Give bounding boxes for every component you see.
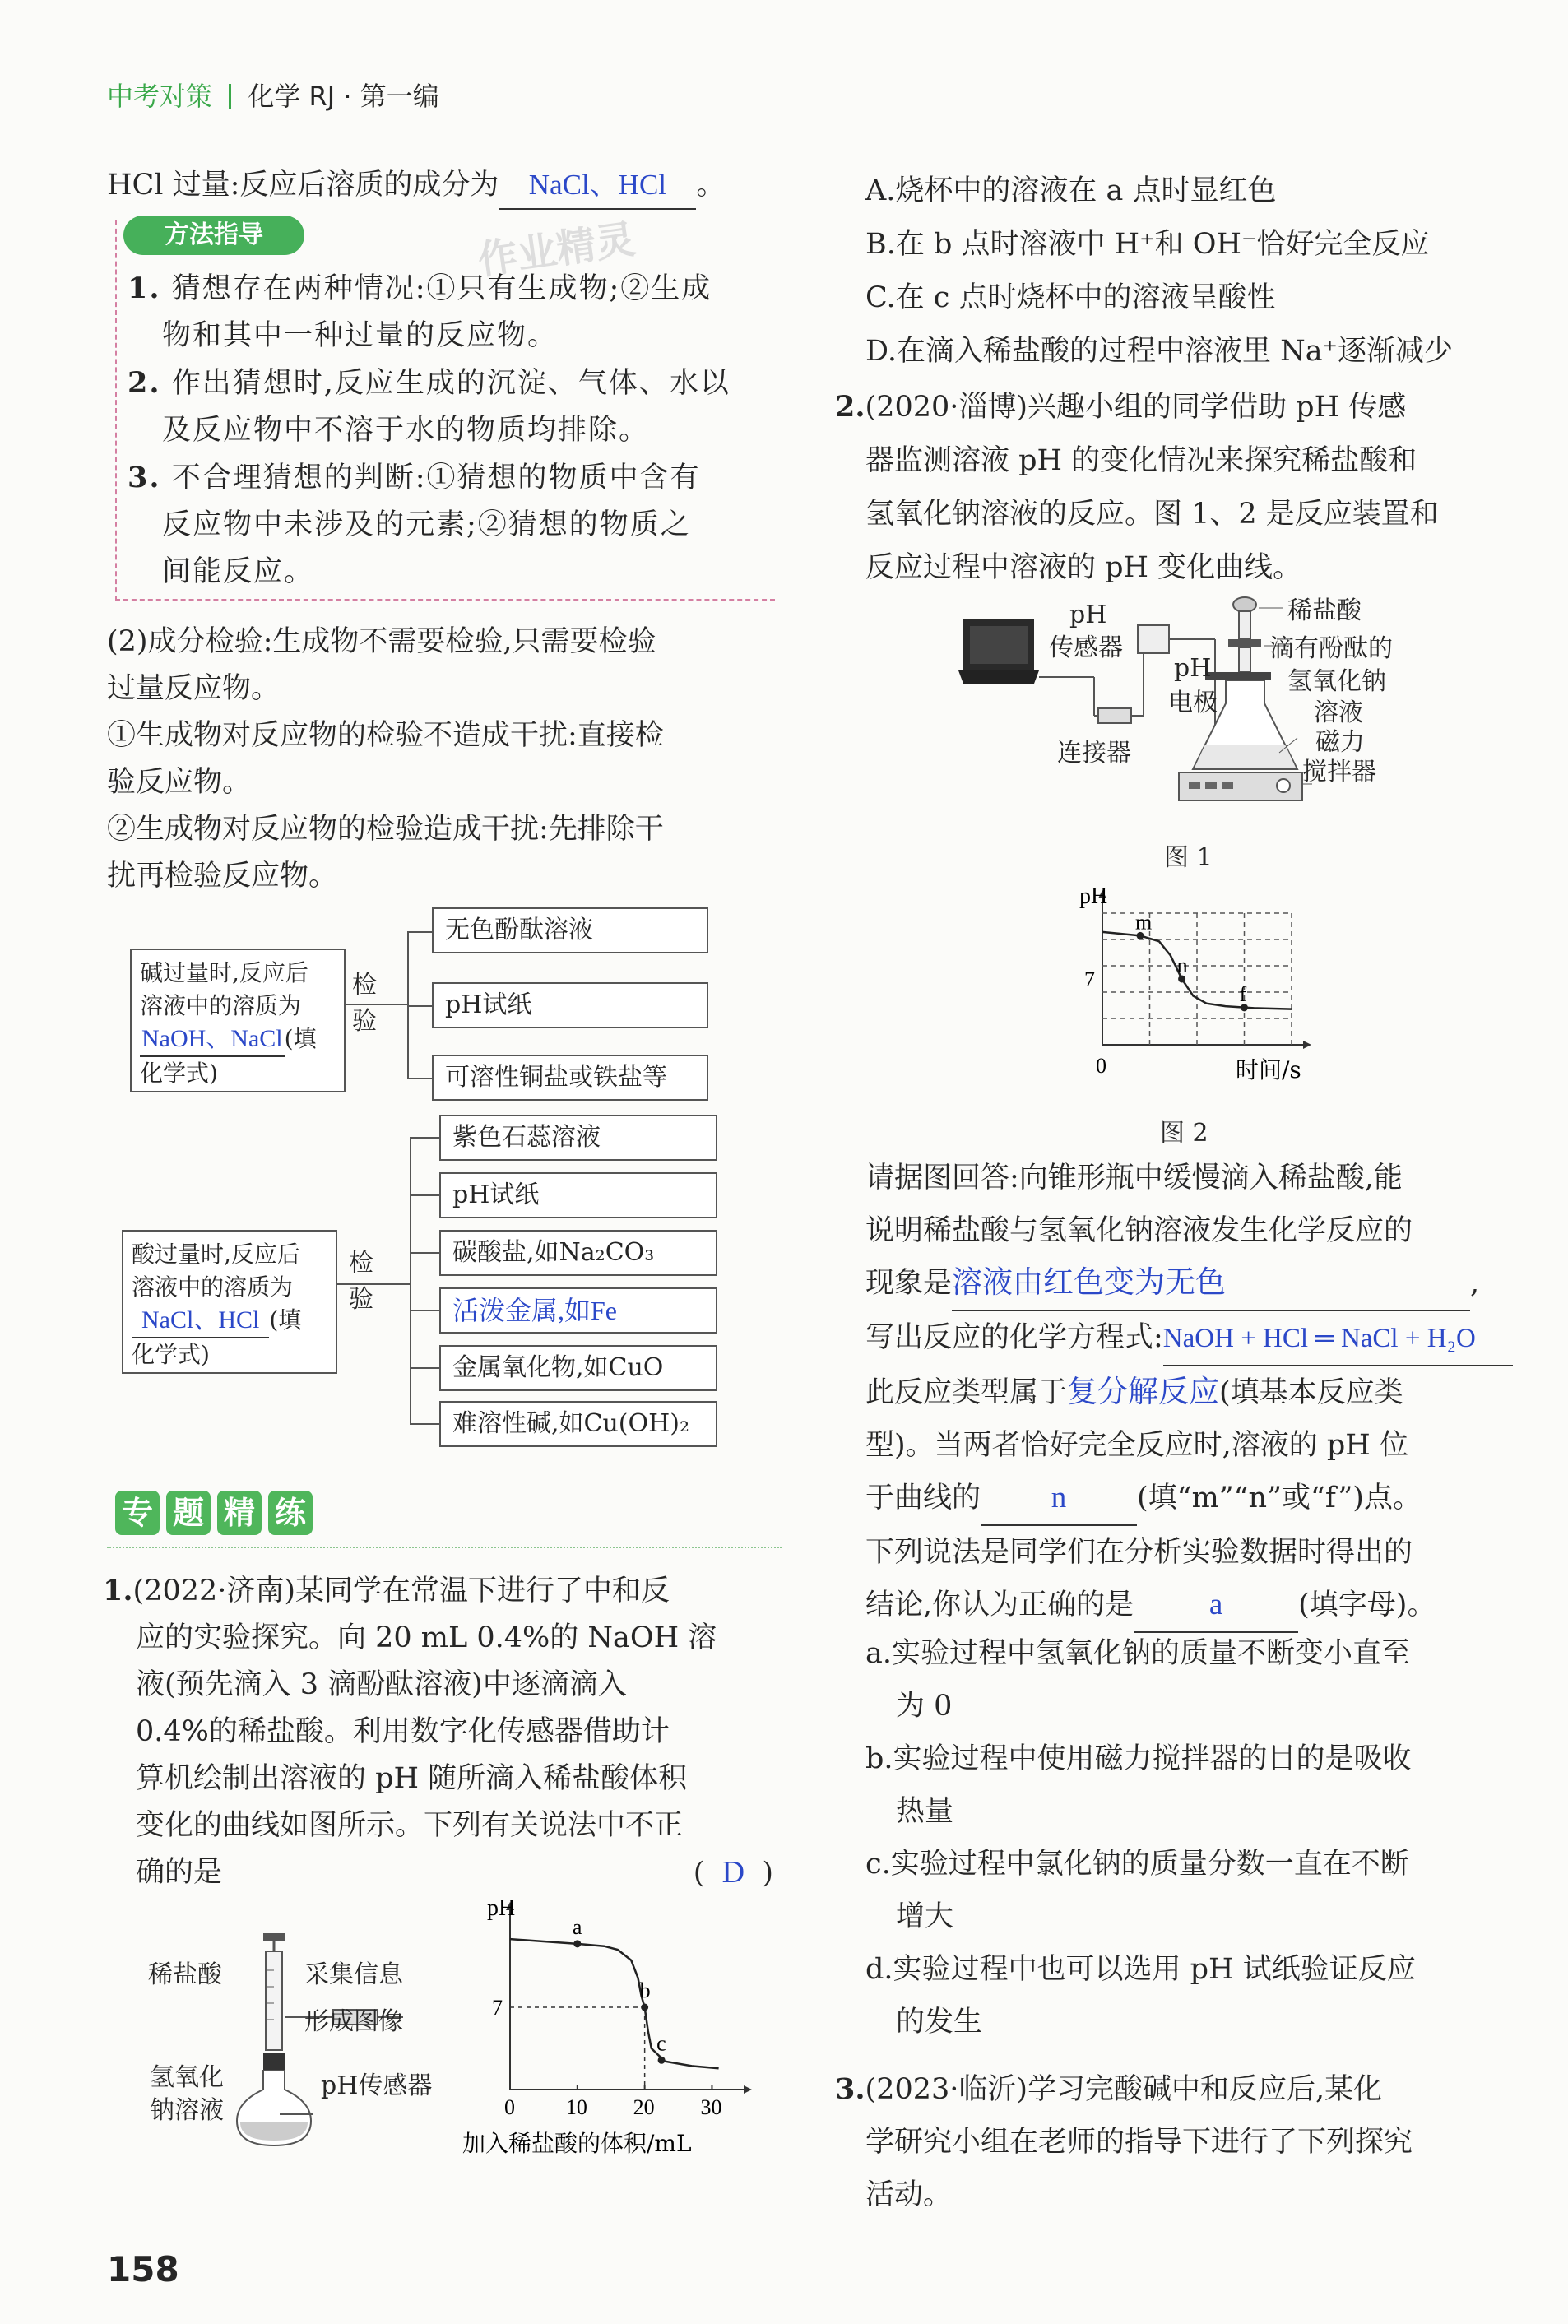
x-tick-0: 0 [504,2095,515,2119]
tree2-answer: NaCl、HCl [132,1304,269,1338]
x-axis-arrow [744,2085,752,2094]
tree2-spine [410,1137,411,1423]
apparatus-label-image: 形成图像 [304,2007,403,2036]
method-guide-badge [123,216,304,255]
y-tick-7: 7 [1084,967,1095,991]
fig1-label-phenol-3: 溶液 [1314,698,1363,727]
x-tick-30: 30 [700,2095,722,2119]
fig1-label-connector: 连接器 [1057,739,1131,768]
question-1: 1.(2022·济南)某同学在常温下进行了中和反 应的实验探究。向 20 mL 0.4%的 NaOH 溶 液(预先滴入 3 滴酚酞溶液)中逐滴滴入 0.4%的稀盐酸。利用数字化传感器借助计 算机绘制出溶液的 pH 随所滴入稀盐酸体积 变化的曲线如图所示。下列有关说法中不正 确的是 ( D ) [103,1567,773,1896]
fig1-label-stir-1: 磁力 [1315,728,1365,757]
q1-options [865,165,1453,378]
apparatus-label-acid: 稀盐酸 [148,1960,222,1989]
point-label-f: f [1239,981,1247,1006]
fig1-label-electrode: 电极 [1168,689,1218,717]
q2-statements [865,1627,1416,2048]
connector-box [1098,708,1131,723]
method-item-3: 3. 不合理猜想的判断:①猜想的物质中含有 反应物中未涉及的元素;②猜想的物质之 间能反应。 [128,461,701,588]
x-tick-10: 10 [565,2095,587,2119]
tree2-item-insoluble-base: 难溶性碱,如Cu(OH)₂ [439,1401,717,1447]
q2-figure-1 [958,596,1436,827]
q1-ph-chart [461,1884,773,2155]
y-axis-label: pH [487,1895,516,1921]
tree2-item-ph-paper: pH试纸 [439,1172,717,1218]
watermark: 作业精灵 [475,216,638,285]
syringe-body [266,1951,282,2050]
method-guide-title: 方法指导 [165,220,263,249]
section-title: 专 题 精 练 [115,1491,319,1535]
ph-sensor-box [1138,625,1169,653]
q2-figure-2-chart [1045,880,1333,1102]
apparatus-label-sensor: pH传感器 [321,2071,433,2100]
fig1-label-phenol-1: 滴有酚酞的 [1269,634,1393,663]
q1-answer-bracket: ( D ) [694,1849,773,1897]
method-item-2: 2. 作出猜想时,反应生成的沉淀、气体、水以 及反应物中不溶于水的物质均排除。 [128,366,731,447]
q1-apparatus-figure [148,1925,452,2147]
header-subject: 化学 RJ [248,81,336,112]
header-series: 中考对策 [107,81,213,112]
q1-option-b: B.在 b 点时溶液中 H⁺和 OH⁻恰好完全反应 [865,228,1430,261]
q2-answer-paragraph: 请据图回答:向锥形瓶中缓慢滴入稀盐酸,能 说明稀盐酸与氢氧化钠溶液发生化学反应的 现象是溶液由红色变为无色 , 写出反应的化学方程式:NaOH + HCl ═ NaCl + H₂O 此反应类型属于复分解反应(填基本反应类 型)。当两者恰好完全反应时,溶液的 pH 位 于曲线的 n (填“m”“n”或“f”)点。 下列说法是同学们在分析实验数据时得出的 结论,你认为正确的是 a (填字母)。 [865,1152,1532,1633]
statement-c: c.实验过程中氯化钠的质量分数一直在不断 增大 [865,1848,1409,1933]
fig1-caption: 图 1 [1164,843,1213,872]
tree1-item-phenolphthalein: 无色酚酞溶液 [432,907,708,953]
statement-d: d.实验过程中也可以选用 pH 试纸验证反应 的发生 [865,1953,1416,2039]
apparatus-label-collect: 采集信息 [304,1960,403,1989]
reaction-type-answer: 复分解反应 [1067,1375,1220,1409]
phenomenon-answer: 溶液由红色变为无色 [952,1257,1470,1311]
x-tick-20: 20 [633,2095,655,2119]
q1-ph-chart-svg [461,1884,773,2155]
point-label-c: c [656,2031,666,2056]
page-number: 158 [107,2249,179,2289]
tree1-link-label: 检验 [352,971,377,1036]
point-b [641,2004,648,2011]
q1-answer: D [721,1855,745,1890]
point-a [573,1940,581,1947]
component-check-paragraph: (2)成分检验:生成物不需要检验,只需要检验 过量反应物。 ①生成物对反应物的检验不造成干扰:直接检 验反应物。 ②生成物对反应物的检验造成干扰:先排除干 扰再检验反应物。 [107,625,664,893]
point-label-m: m [1135,910,1153,935]
equation-answer: NaOH + HCl ═ NaCl + H₂O [1163,1312,1513,1366]
method-items [128,265,731,596]
fig1-label-sensor: 传感器 [1049,633,1123,662]
fig1-label-acid: 稀盐酸 [1287,596,1362,625]
fig1-label-ph-2: pH [1174,654,1212,683]
point-label-b: b [639,1978,651,2002]
q1-option-d: D.在滴入稀盐酸的过程中溶液里 Na⁺逐渐减少 [865,335,1454,368]
fig1-label-stir-2: 搅拌器 [1302,758,1376,786]
tree2-item-litmus: 紫色石蕊溶液 [439,1115,717,1161]
q1-option-c: C.在 c 点时烧杯中的溶液呈酸性 [865,281,1276,314]
fig1-label-ph-1: pH [1069,601,1107,629]
tree2-item-carbonate: 碳酸盐,如Na₂CO₃ [439,1230,717,1276]
hcl-answer-blank: NaCl、HCl [499,161,696,210]
y-tick-7: 7 [492,1996,503,2020]
statement-b: b.实验过程中使用磁力搅拌器的目的是吸收 热量 [865,1742,1412,1828]
correct-statement-answer: a [1134,1579,1298,1633]
header-divider [229,84,231,109]
tree2-connector [337,1283,410,1285]
header-dot: · [343,81,352,112]
tree2-link-label: 检验 [349,1249,373,1314]
method-item-1: 1. 猜想存在两种情况:①只有生成物;②生成 物和其中一种过量的反应物。 [128,271,712,352]
header-part: 第一编 [360,81,439,112]
tree2-item-metal-oxide: 金属氧化物,如CuO [439,1345,717,1391]
y-axis-label: pH [1079,884,1108,909]
ph-curve [510,1939,719,2068]
section-title-rule [107,1547,782,1548]
dropping-funnel [1233,597,1256,612]
question-2: 2.(2020·淄博)兴趣小组的同学借助 pH 传感 器监测溶液 pH 的变化情况来探究稀盐酸和 氢氧化钠溶液的反应。图 1、2 是反应装置和 反应过程中溶液的 pH 变化曲线。 [835,390,1439,584]
tree1-item-ph-paper: pH试纸 [432,982,708,1028]
tree2-root: 酸过量时,反应后 溶液中的溶质为 NaCl、HCl (填 化学式) [122,1230,337,1374]
stopper [263,2053,285,2071]
x-axis-label: 时间/s [1236,1056,1301,1083]
curve-point-answer: n [981,1472,1137,1526]
x-axis-label: 加入稀盐酸的体积/mL [462,2130,692,2155]
tree1-spine [407,931,409,1078]
tree2-item-active-metal: 活泼金属,如Fe [439,1287,717,1334]
point-label-a: a [572,1914,582,1939]
point-label-n: n [1176,953,1188,977]
question-3: 3.(2023·临沂)学习完酸碱中和反应后,某化 学研究小组在老师的指导下进行了下列探究 活动。 [835,2072,1413,2211]
laptop-base [958,670,1039,684]
fig2-chart-svg [1045,880,1333,1102]
tree1-item-copper-salt: 可溶性铜盐或铁盐等 [432,1055,708,1101]
tree1-answer: NaOH、NaCl [140,1023,285,1057]
fig1-label-phenol-2: 氢氧化钠 [1287,667,1386,696]
q1-option-a: A.烧杯中的溶液在 a 点时显红色 [865,174,1277,207]
hcl-excess-line: HCl 过量:反应后溶质的成分为 NaCl、HCl 。 [107,161,725,210]
fig2-caption: 图 2 [1160,1119,1208,1148]
page-header [107,80,439,113]
point-c [658,2057,666,2064]
statement-a: a.实验过程中氢氧化钠的质量不断变小直至 为 0 [865,1637,1410,1723]
syringe-top [263,1933,285,1941]
tree1-connector [346,1004,407,1005]
tree1-root: 碱过量时,反应后 溶液中的溶质为 NaOH、NaCl(填 化学式) [130,949,346,1092]
apparatus-label-base-2: 钠溶液 [150,2096,224,2125]
x-tick-0: 0 [1096,1054,1106,1078]
x-axis-arrow [1303,1041,1311,1049]
apparatus-label-base-1: 氢氧化 [150,2063,224,2092]
